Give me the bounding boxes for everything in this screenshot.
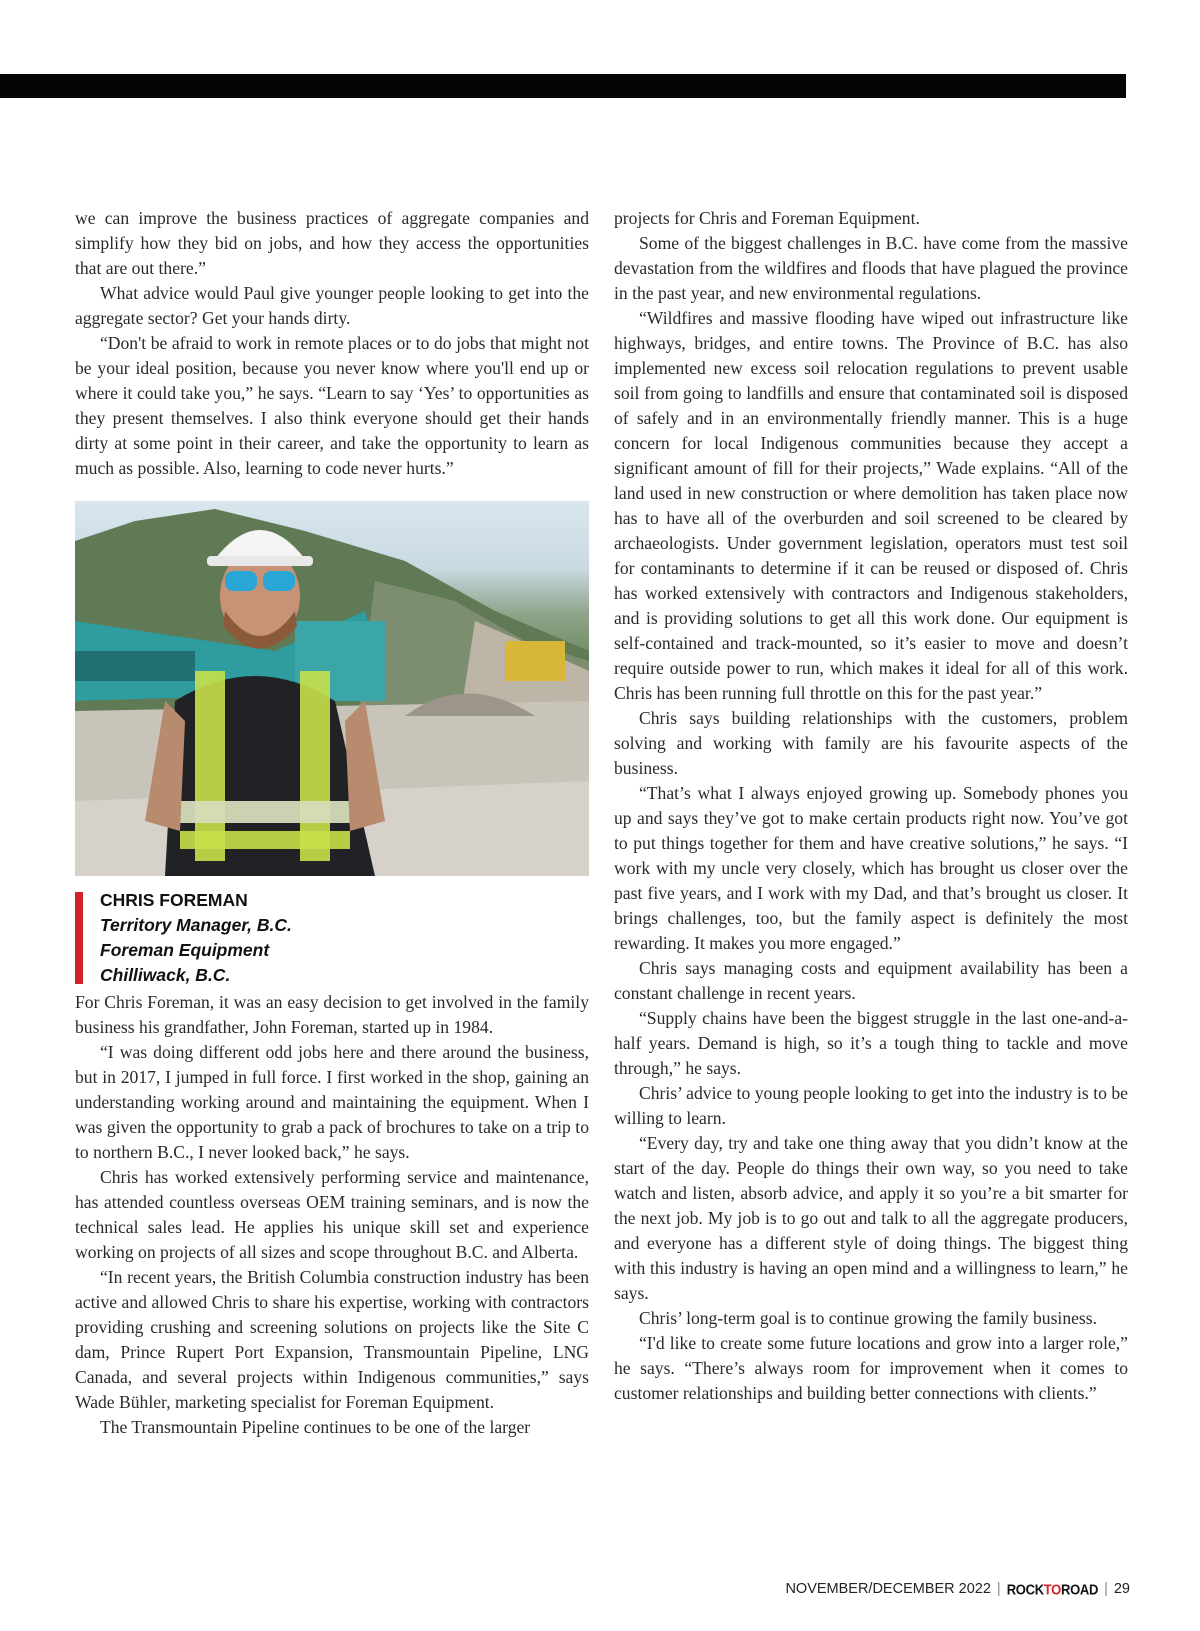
photo-caption [75, 888, 589, 988]
right-paragraph: “That’s what I always enjoyed growing up. Somebody phones you up and says they’ve got to make certain products right now. You’ve got to put things together for them and have creative solutions,” he says. “I work with my uncle very closely, which has brought us closer over the past five years, and I work with my Dad, and that’s brought us closer. It brings challenges, too, but the family aspect is definitely the most rewarding. It makes you more engaged.” [614, 783, 1128, 953]
caption-location: Chilliwack, B.C. [100, 965, 231, 985]
left-paragraph: For Chris Foreman, it was an easy decision to get involved in the family business his grandfather, John Foreman, started up in 1984. [75, 992, 589, 1037]
caption-title: Territory Manager, B.C. [100, 915, 292, 935]
right-paragraph: “Every day, try and take one thing away that you didn’t know at the start of the day. People do things their own way, so you need to take watch and listen, absorb advice, and apply it so you’re a bit smarter for the next job. My job is to go out and talk to all the aggregate producers, and everyone has a different style of doing things. The biggest thing with this industry is having an open mind and a willingness to learn,” he says. [614, 1133, 1128, 1303]
left-paragraph: Chris has worked extensively performing service and maintenance, has attended countless overseas OEM training seminars, and is now the technical sales lead. He applies his unique skill set and experience working on projects of all sizes and scope throughout B.C. and Alberta. [75, 1167, 589, 1262]
left-column [75, 206, 589, 1440]
logo-part-road: ROAD [1061, 1580, 1099, 1598]
right-paragraph: “Wildfires and massive flooding have wiped out infrastructure like highways, bridges, and entire towns. The Province of B.C. has also implemented new excess soil relocation regulations to prevent usable soil from going to landfills and ensure that contaminated soil is disposed of safely and in an environmentally friendly manner. This is a huge concern for local Indigenous communities because they accept a significant amount of fill for their projects,” Wade explains. “All of the land used in new construction or where demolition has taken place now has to have all of the overburden and soil screened to be cleared by archaeologists. Under government legislation, operators must test soil for contaminants to determine if it can be reused or disposed of. Chris has worked extensively with contractors and Indigenous stakeholders, and is providing solutions to get all this work done. Our equipment is self-contained and track-mounted, so it’s easier to move and doesn’t require outside power to run, which makes it ideal for all of this work. Chris has been running full throttle on this for the past year.” [614, 308, 1128, 703]
left-paragraph: What advice would Paul give younger people looking to get into the aggregate sector? Get your hands dirty. [75, 283, 589, 328]
left-paragraph: “Don't be afraid to work in remote places or to do jobs that might not be your ideal position, because you never know where you'll end up or where it could take you,” he says. “Learn to say ‘Yes’ to opportunities as they present themselves. I also think everyone should get their hands dirty at some point in their career, and take the opportunity to learn as much as possible. Also, learning to code never hurts.” [75, 333, 589, 478]
caption-company: Foreman Equipment [100, 940, 270, 960]
page-number: 29 [1113, 1581, 1130, 1597]
magazine-logo [1007, 1580, 1098, 1597]
right-paragraph: “I'd like to create some future locations and grow into a larger role,” he says. “There’s always room for improvement when it comes to customer relationships and building better connections with clients.” [614, 1333, 1128, 1403]
portrait-photo [75, 501, 589, 876]
right-paragraph: Chris says managing costs and equipment availability has been a constant challenge in recent years. [614, 958, 1128, 1003]
logo-part-to: TO [1043, 1580, 1061, 1598]
photo-illustration [75, 501, 589, 876]
right-paragraph: “Supply chains have been the biggest struggle in the last one-and-a-half years. Demand is high, so it’s a tough thing to tackle and move through,” he says. [614, 1008, 1128, 1078]
right-paragraph: Chris’ long-term goal is to continue growing the family business. [639, 1308, 1098, 1328]
logo-part-rock: ROCK [1006, 1580, 1044, 1598]
right-paragraph: Some of the biggest challenges in B.C. have come from the massive devastation from the wildfires and floods that have plagued the province in the past year, and new environmental regulations. [614, 233, 1128, 303]
footer-separator: | [996, 1581, 1001, 1597]
left-paragraph: we can improve the business practices of aggregate companies and simplify how they bid on jobs, and how they access the opportunities that are out there.” [75, 208, 589, 278]
left-paragraph: “In recent years, the British Columbia construction industry has been active and allowed Chris to share his expertise, working with contractors providing crushing and screening solutions on projects like the Site C dam, Prince Rupert Port Expansion, Transmountain Pipeline, LNG Canada, and several projects within Indigenous communities,” says Wade Bühler, marketing specialist for Foreman Equipment. [75, 1267, 589, 1412]
right-paragraph: Chris’ advice to young people looking to get into the industry is to be willing to learn. [614, 1083, 1128, 1128]
caption-accent-bar [75, 892, 83, 984]
header-black-bar [0, 74, 1126, 98]
caption-name: CHRIS FOREMAN [100, 890, 248, 910]
left-paragraph: “I was doing different odd jobs here and there around the business, but in 2017, I jumped in full force. I first worked in the shop, gaining an understanding working around and maintaining the equipment. When I was given the opportunity to grab a pack of brochures to take on a trip to to northern B.C., I never looked back,” he says. [75, 1042, 589, 1162]
left-paragraph: The Transmountain Pipeline continues to be one of the larger [100, 1417, 531, 1437]
page-footer [785, 1581, 1130, 1597]
right-paragraph: Chris says building relationships with the customers, problem solving and working with family are his favourite aspects of the business. [614, 708, 1128, 778]
right-column [614, 206, 1128, 1406]
right-paragraph: projects for Chris and Foreman Equipment. [614, 208, 920, 228]
issue-date: NOVEMBER/DECEMBER 2022 [785, 1581, 991, 1597]
footer-separator: | [1104, 1581, 1108, 1597]
